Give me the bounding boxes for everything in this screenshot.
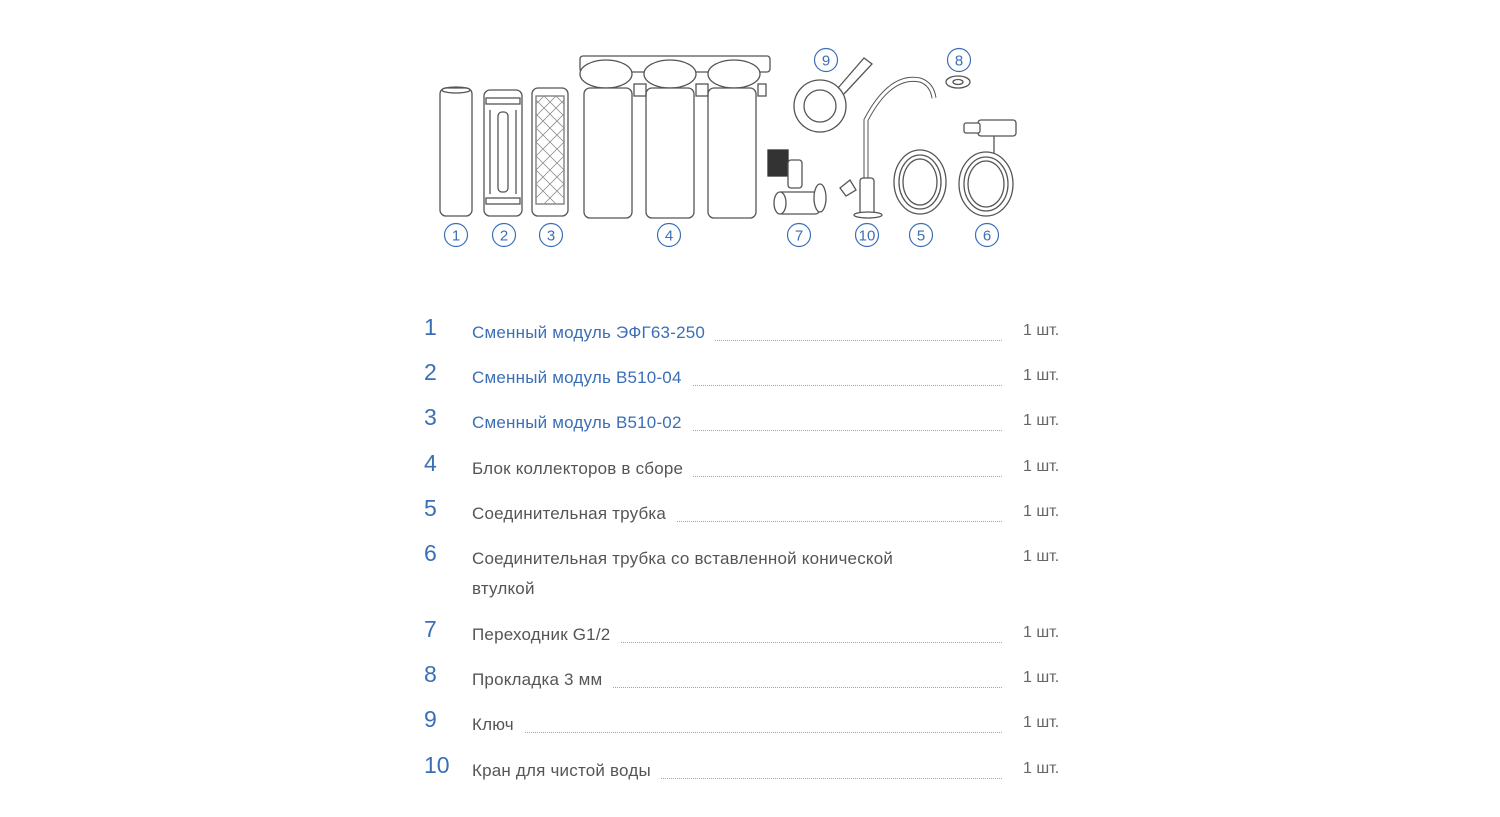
kit-illustration (420, 40, 1040, 265)
item-number: 5 (424, 495, 437, 521)
callout-number: 2 (499, 227, 509, 245)
item-name-text: Соединительная трубка (472, 504, 676, 523)
adapter-g12-icon (768, 150, 826, 214)
callout-number: 8 (954, 52, 964, 70)
item-name-text: Ключ (472, 715, 524, 734)
callout-number: 1 (451, 227, 461, 245)
tube-with-bushing-icon (959, 120, 1016, 216)
callout-6 (976, 224, 999, 247)
callout-number: 5 (916, 227, 926, 245)
callout-number: 10 (858, 227, 876, 245)
item-name-wrap (472, 620, 1002, 650)
item-name-wrap (472, 710, 1002, 740)
item-name (472, 620, 1002, 650)
item-name-link[interactable] (472, 408, 1002, 438)
callout-1 (445, 224, 468, 247)
item-number: 3 (424, 404, 437, 430)
collector-block-icon (580, 56, 770, 218)
callout-2 (493, 224, 516, 247)
item-name-wrap (472, 408, 1002, 438)
cartridge-b510-02-icon (532, 88, 568, 216)
callout-10 (856, 224, 879, 247)
callout-7 (788, 224, 811, 247)
callout-3 (540, 224, 563, 247)
item-name-link[interactable] (472, 363, 1002, 393)
item-name-wrap (472, 544, 1002, 604)
item-name-text[interactable]: Сменный модуль B510-04 (472, 368, 692, 387)
item-name-text: Соединительная трубка со вставленной конической втулкой (472, 549, 894, 598)
tube-icon (894, 150, 946, 214)
callout-number: 7 (794, 227, 804, 245)
item-name-text: Прокладка 3 мм (472, 670, 612, 689)
item-quantity: 1 шт. (1023, 503, 1060, 520)
callout-number: 6 (982, 227, 992, 245)
item-quantity: 1 шт. (1023, 458, 1060, 475)
callout-number: 4 (664, 227, 674, 245)
item-number: 7 (424, 616, 437, 642)
callout-9 (815, 49, 838, 72)
item-number: 2 (424, 359, 437, 385)
item-quantity: 1 шт. (1023, 367, 1060, 384)
cartridge-efg-icon (440, 87, 472, 216)
cartridge-b510-04-icon (484, 90, 522, 216)
item-name-wrap (472, 665, 1002, 695)
item-quantity: 1 шт. (1023, 714, 1060, 731)
item-quantity: 1 шт. (1023, 624, 1060, 641)
item-quantity: 1 шт. (1023, 412, 1060, 429)
faucet-icon (840, 79, 934, 218)
item-name-wrap (472, 363, 1002, 393)
item-name-wrap (472, 756, 1002, 786)
item-name (472, 499, 1002, 529)
item-name-wrap (472, 318, 1002, 348)
callout-5 (910, 224, 933, 247)
item-name (472, 710, 1002, 740)
callout-8 (948, 49, 971, 72)
item-name (472, 756, 1002, 786)
item-quantity: 1 шт. (1023, 760, 1060, 777)
item-number: 6 (424, 540, 437, 566)
callout-number: 3 (546, 227, 556, 245)
callout-number: 9 (821, 52, 831, 70)
item-name-text[interactable]: Сменный модуль B510-02 (472, 413, 692, 432)
item-name (472, 544, 942, 604)
item-quantity: 1 шт. (1023, 548, 1060, 565)
item-name (472, 454, 1002, 484)
item-name-text: Кран для чистой воды (472, 761, 661, 780)
item-number: 1 (424, 314, 437, 340)
item-number: 4 (424, 450, 437, 476)
gasket-icon (946, 76, 970, 88)
item-name-text: Блок коллекторов в сборе (472, 459, 693, 478)
item-name (472, 665, 1002, 695)
item-number: 9 (424, 706, 437, 732)
item-name-text[interactable]: Сменный модуль ЭФГ63-250 (472, 323, 715, 342)
item-quantity: 1 шт. (1023, 669, 1060, 686)
item-number: 8 (424, 661, 437, 687)
item-name-wrap (472, 454, 1002, 484)
item-number: 10 (424, 752, 450, 778)
callout-4 (658, 224, 681, 247)
item-name-link[interactable] (472, 318, 1002, 348)
item-quantity: 1 шт. (1023, 322, 1060, 339)
item-name-wrap (472, 499, 1002, 529)
item-name-text: Переходник G1/2 (472, 625, 620, 644)
